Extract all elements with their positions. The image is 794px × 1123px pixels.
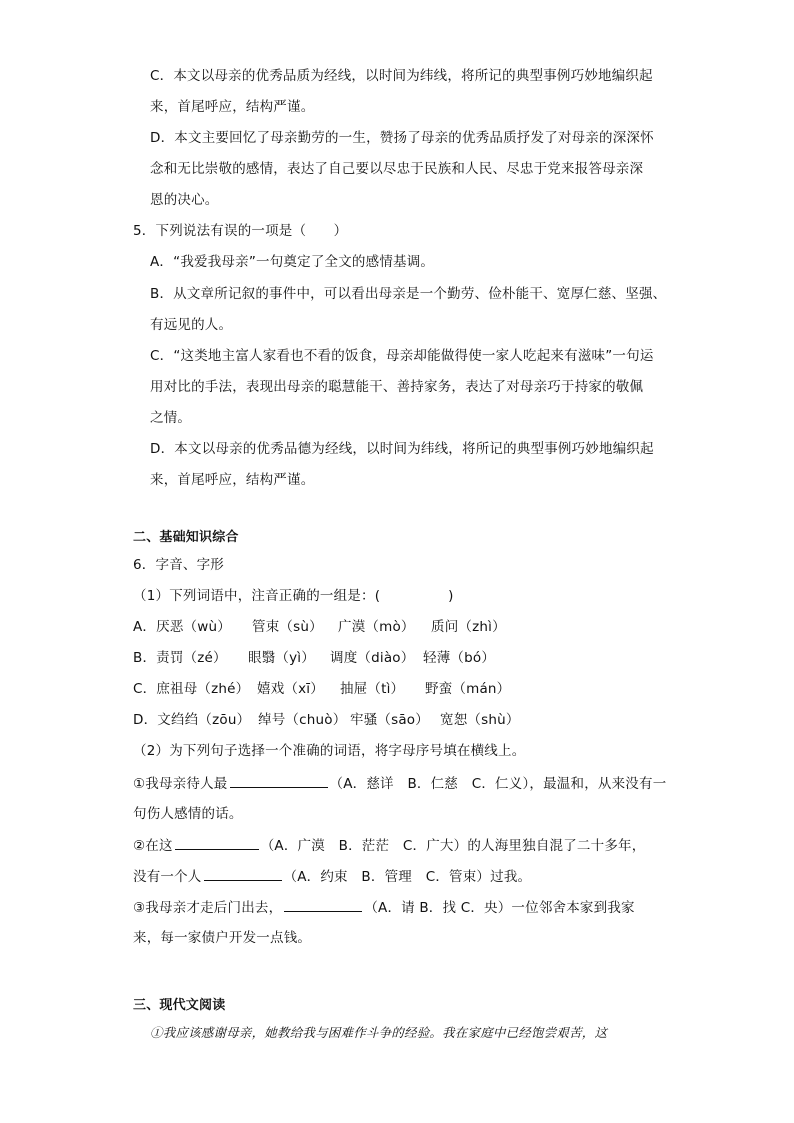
q6-option-a-w4: 质问（zhì） xyxy=(431,619,506,635)
q5-option-c-line2: 用对比的手法，表现出母亲的聪慧能干、善持家务，表达了对母亲巧于持家的敬佩 xyxy=(150,379,644,395)
q5-option-c-line1: C．“这类地主富人家看也不看的饭食，母亲却能做得使一家人吃起来有滋味”一句运 xyxy=(150,348,654,364)
q6-option-d-w3: 牢骚（sāo） xyxy=(350,712,429,728)
q6-option-c-w4: 野蛮（mán） xyxy=(425,681,511,697)
q6-sentence2-line2 xyxy=(133,866,531,887)
q5-option-d-line2: 来，首尾呼应，结构严谨。 xyxy=(150,472,315,488)
q6-option-c-w1: C．庶祖母（zhé） xyxy=(133,681,250,697)
q6-s2-text-d: （A．约束 B．管理 C．管束）过我。 xyxy=(283,869,532,885)
q5-option-b-line2: 有远见的人。 xyxy=(150,317,233,333)
q6-option-b-w4: 轻薄（bó） xyxy=(423,650,496,666)
q4-option-d-line2: 念和无比崇敬的感情，表达了自己要以尽忠于民族和人民、尽忠于党来报答母亲深 xyxy=(150,161,644,177)
q5-stem: 5．下列说法有误的一项是（ ） xyxy=(133,223,348,239)
q6-option-c-w3: 抽屉（tì） xyxy=(340,681,405,697)
q6-option-b-w1: B．责罚（zé） xyxy=(133,650,227,666)
q4-option-d-line1: D．本文主要回忆了母亲勤劳的一生，赞扬了母亲的优秀品质抒发了对母亲的深深怀 xyxy=(150,130,654,146)
q6-option-d-w2: 绰号（chuò） xyxy=(258,712,347,728)
q6-option-b-w3: 调度（diào） xyxy=(330,650,415,666)
q6-option-a-w1: A．厌恶（wù） xyxy=(133,619,231,635)
q4-option-d-line3: 恩的决心。 xyxy=(150,192,219,208)
q6-option-c-w2: 嬉戏（xī） xyxy=(257,681,324,697)
section2-title: 二、基础知识综合 xyxy=(133,530,239,545)
q6-s3-text-b: （A．请 B．找 C．央）一位邻舍本家到我家 xyxy=(364,900,635,916)
q6-s3-text-a: ③我母亲才走后门出去， xyxy=(133,900,283,916)
q5-option-c-line3: 之情。 xyxy=(150,410,192,426)
q6-sentence3-line1 xyxy=(133,897,635,918)
q6-sentence1-line2: 句伤人感情的话。 xyxy=(133,806,243,822)
q6-sentence2-line1 xyxy=(133,835,645,856)
q6-s1-text-b: （A．慈详 B．仁慈 C．仁义），最温和，从来没有一 xyxy=(329,776,667,792)
q6-option-a-w3: 广漠（mò） xyxy=(338,619,415,635)
q5-option-d-line1: D．本文以母亲的优秀品德为经线，以时间为纬线，将所记的典型事例巧妙地编织起 xyxy=(150,441,654,457)
q6-s2-blank2[interactable] xyxy=(204,866,282,881)
q6-s2-text-a: ②在这 xyxy=(133,838,173,854)
q6-s2-text-b: （A．广漠 B．茫茫 C．广大）的人海里独自混了二十多年， xyxy=(260,838,646,854)
q6-option-d-w4: 宽恕（shù） xyxy=(440,712,520,728)
q6-s1-blank[interactable] xyxy=(230,773,328,788)
q6-sentence1-line1 xyxy=(133,773,666,794)
q6-s2-blank1[interactable] xyxy=(175,835,259,850)
q4-option-c-line1: C．本文以母亲的优秀品质为经线，以时间为纬线，将所记的典型事例巧妙地编织起 xyxy=(150,68,653,84)
q5-option-a: A．“我爱我母亲”一句奠定了全文的感情基调。 xyxy=(150,254,435,270)
q6-option-a-w2: 管束（sù） xyxy=(252,619,323,635)
q6-s2-text-c: 没有一个人 xyxy=(133,869,202,885)
q6-sub1-text: （1）下列词语中，注音正确的一组是：( xyxy=(133,588,381,604)
section3-title: 三、现代文阅读 xyxy=(133,998,226,1013)
q4-option-c-line2: 来，首尾呼应，结构严谨。 xyxy=(150,99,315,115)
section3-passage-line1: ①我应该感谢母亲，她教给我与困难作斗争的经验。我在家庭中已经饱尝艰苦，这 xyxy=(150,1025,608,1040)
q6-sub1 xyxy=(133,586,454,606)
q6-sentence3-line2: 来，每一家债户开发一点钱。 xyxy=(133,930,312,946)
q6-option-b-w2: 眼翳（yì） xyxy=(248,650,315,666)
q5-option-b-line1: B．从文章所记叙的事件中，可以看出母亲是一个勤劳、俭朴能干、宽厚仁慈、坚强、 xyxy=(150,286,667,302)
q6-s1-text-a: ①我母亲待人最 xyxy=(133,776,228,792)
q6-sub1-close: ) xyxy=(448,588,454,604)
q6-option-d-w1: D．文绉绉（zōu） xyxy=(133,712,251,728)
q6-s3-blank[interactable] xyxy=(284,897,362,912)
q6-sub2: （2）为下列句子选择一个准确的词语，将字母序号填在横线上。 xyxy=(133,743,526,759)
q6-title: 6．字音、字形 xyxy=(133,557,224,573)
